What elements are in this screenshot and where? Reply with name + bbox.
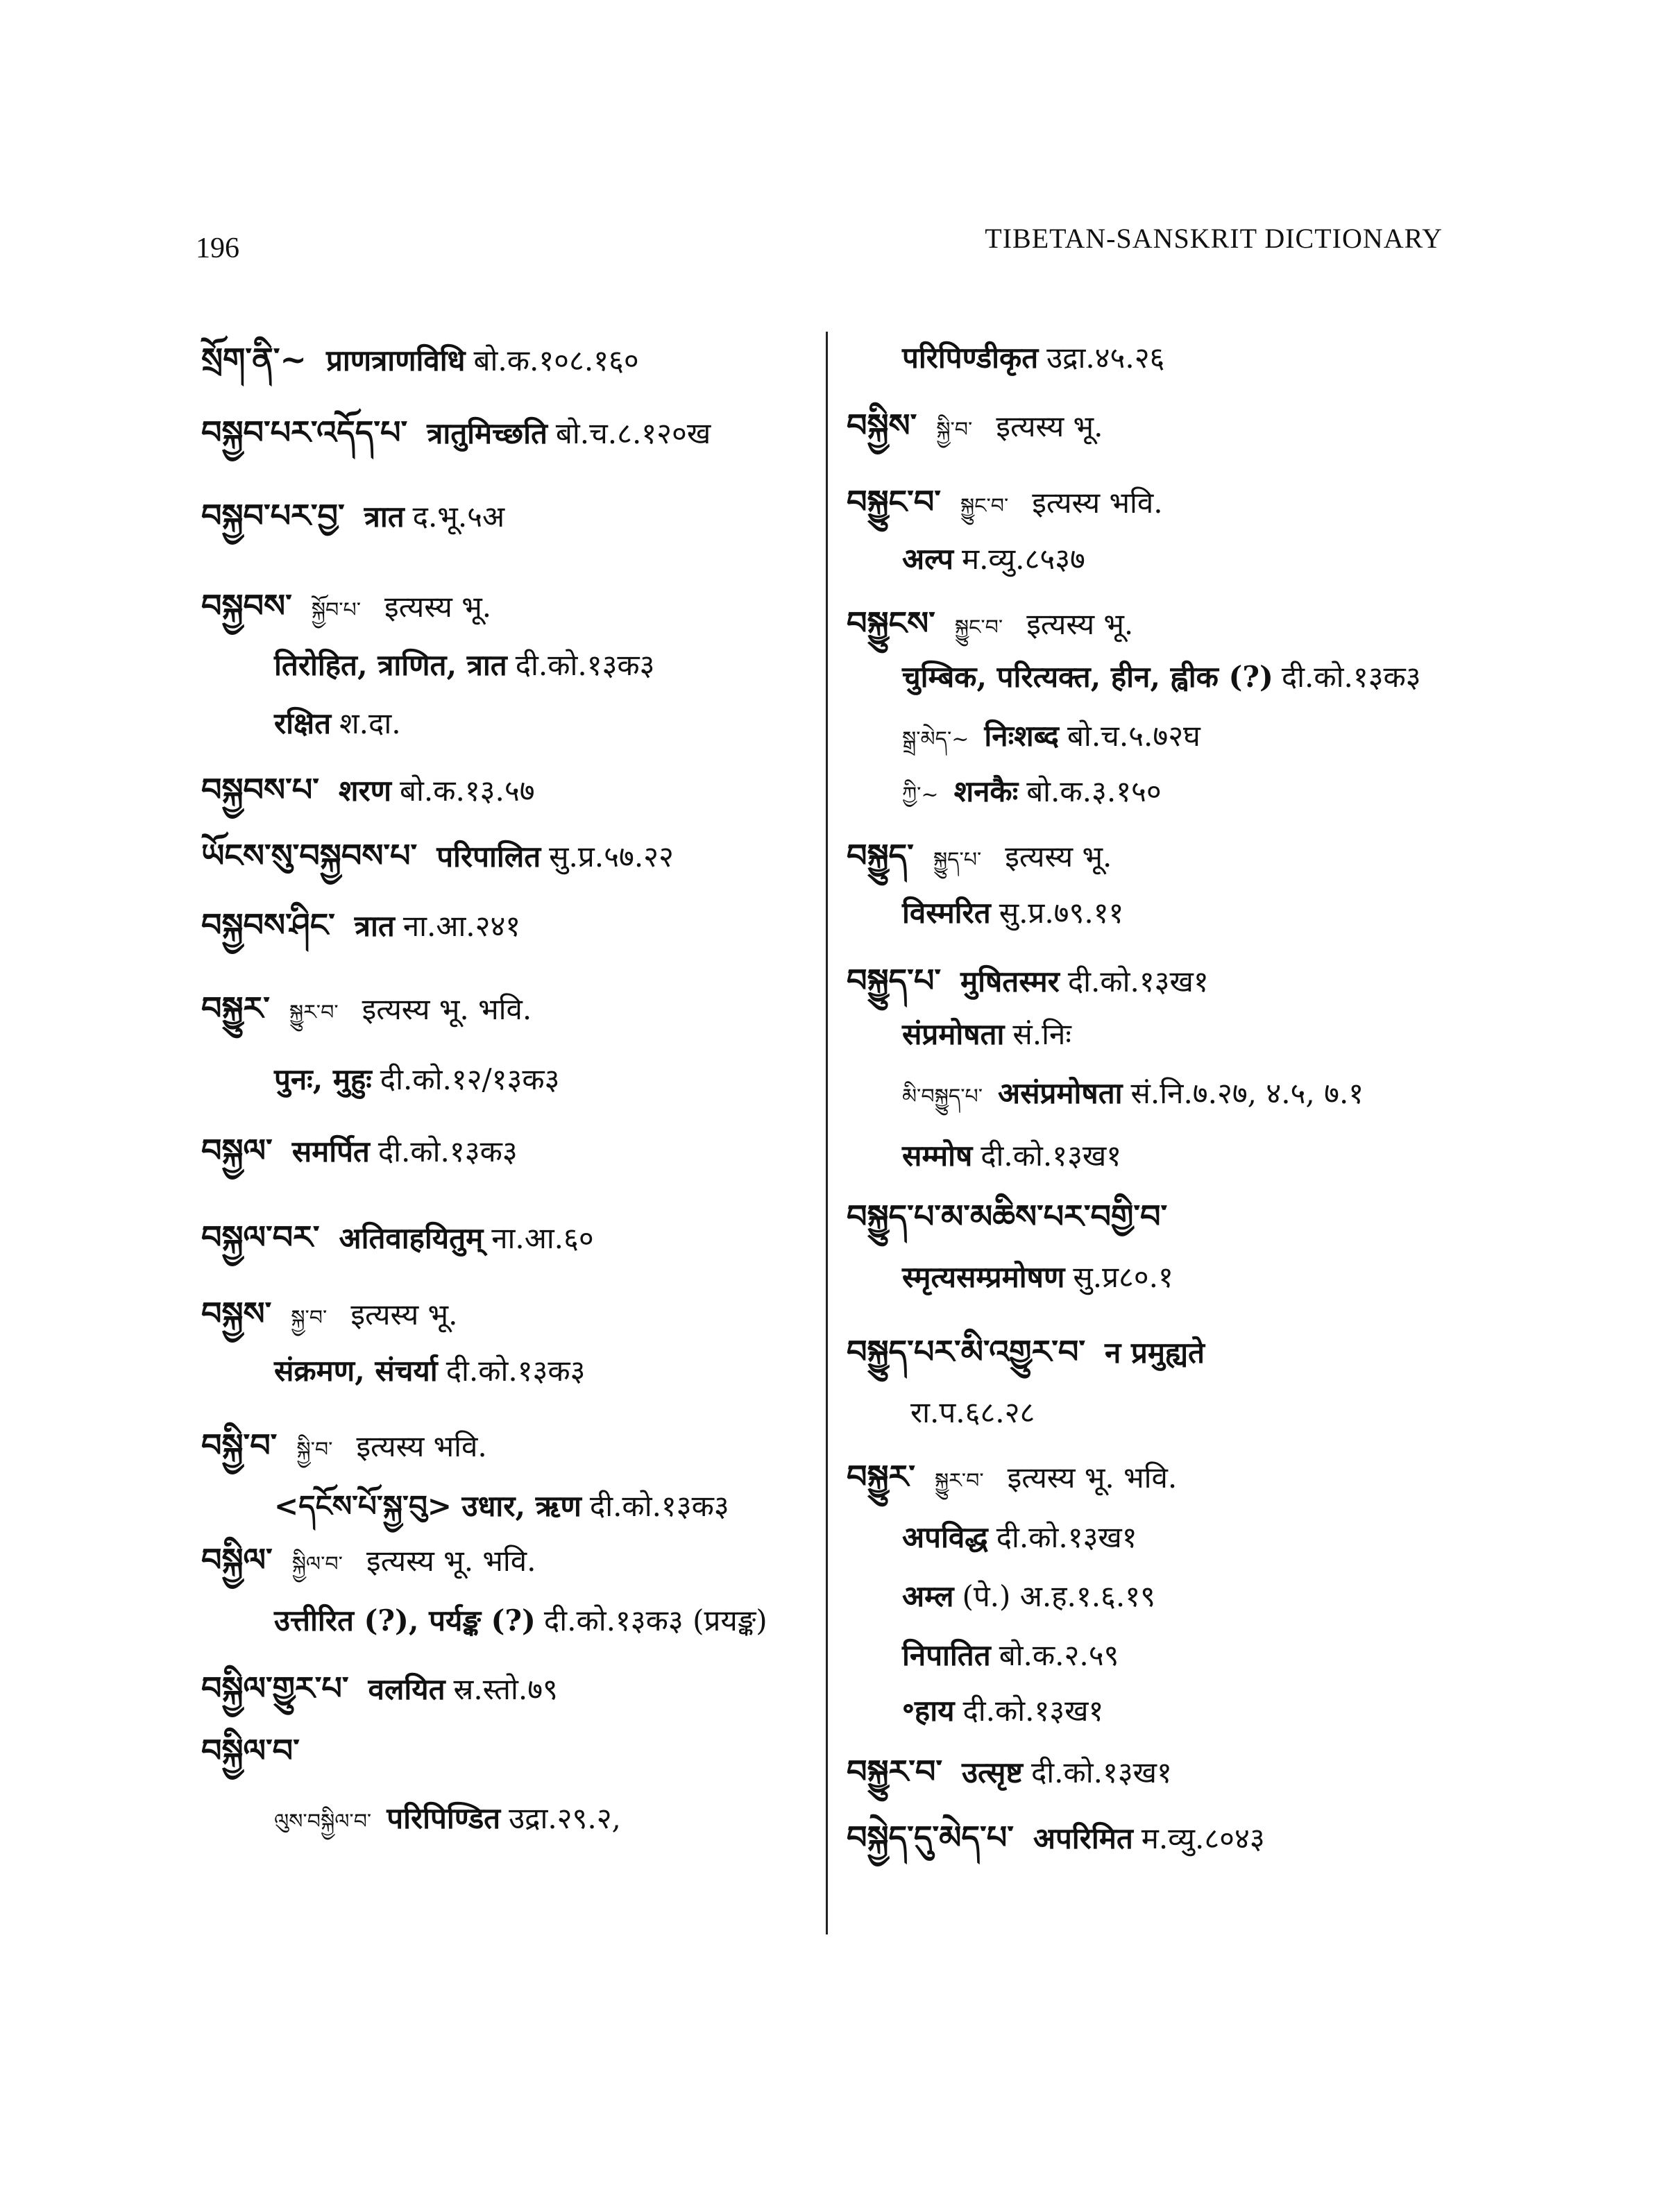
- sub-tibetan: སྐྱོབ་པ་: [311, 598, 362, 622]
- source-reference: बो.क.२.५९: [999, 1638, 1119, 1672]
- right-entry: [847, 837, 1112, 874]
- sub-tibetan: སྐྱིལ་བ་: [291, 1552, 343, 1576]
- right-entry: [902, 1579, 1155, 1613]
- sanskrit-equivalent: अतिवाहयितुम्: [339, 1221, 484, 1255]
- headword: ཡོངས་སུ་བསྐྱབས་པ་: [201, 837, 418, 874]
- sub-tibetan: སྐྱི་བ་: [936, 418, 973, 442]
- headword: བསྐྱུང་བ་: [847, 483, 941, 520]
- sanskrit-equivalent: परिपिण्डित: [387, 1801, 501, 1835]
- sub-tibetan: སྐྱུང་བ་: [954, 615, 1003, 640]
- source-reference: स्र.स्तो.७९: [453, 1672, 558, 1706]
- sanskrit-equivalent: स्मृत्यसम्प्रमोषण: [902, 1260, 1065, 1294]
- sanskrit-equivalent: निपातित: [902, 1638, 991, 1672]
- sanskrit-equivalent: अम्ल: [902, 1579, 954, 1613]
- source-reference: इत्यस्य भवि.: [1032, 486, 1163, 520]
- column-divider: [826, 332, 828, 1934]
- source-reference: इत्यस्य भवि.: [356, 1429, 487, 1463]
- right-entry: [902, 1638, 1119, 1672]
- headword: བསྐྱབས་པ་: [201, 771, 319, 808]
- right-entry: [847, 1753, 1172, 1790]
- right-entry: [847, 1333, 1205, 1370]
- left-entry: [201, 1132, 518, 1169]
- sanskrit-equivalent: पुनः, मुहुः: [274, 1062, 372, 1096]
- source-reference: दी.को.१३ख१: [996, 1520, 1137, 1554]
- right-entry: [902, 719, 1200, 753]
- left-entry: [201, 414, 711, 451]
- right-entry: [902, 660, 1421, 694]
- source-reference: सु.प्र.५७.२२: [549, 840, 674, 874]
- source-reference: दी.को.१३ख१: [981, 1139, 1122, 1173]
- source-reference: दी.को.१३क३: [1281, 660, 1421, 694]
- sanskrit-equivalent: सम्मोष: [902, 1139, 973, 1173]
- left-entry: [201, 341, 639, 378]
- headword: བསྐྱས་: [201, 1295, 272, 1332]
- source-reference: बो.क.१३.५७: [400, 774, 535, 808]
- sanskrit-equivalent: शनकैः: [953, 774, 1019, 808]
- sanskrit-equivalent: उत्सृष्ट: [962, 1755, 1023, 1789]
- left-entry: [201, 1427, 487, 1464]
- sanskrit-equivalent: त्रात: [354, 909, 395, 943]
- source-reference: इत्यस्य भू.: [350, 1298, 458, 1332]
- left-entry: [201, 1218, 594, 1256]
- source-reference: ना.आ.६०: [491, 1221, 594, 1255]
- right-entry: [847, 604, 1134, 642]
- source-reference: दी.को.१३क३: [589, 1489, 729, 1523]
- headword: བསྐྱི་བ་: [201, 1427, 278, 1464]
- sanskrit-equivalent: त्रातुमिच्छति: [427, 416, 548, 450]
- sanskrit-equivalent: वलयित: [368, 1672, 446, 1706]
- left-entry: [201, 1732, 319, 1769]
- sub-tibetan: སྐྱུད་པ་: [933, 848, 982, 872]
- source-reference: इत्यस्य भू.: [1005, 840, 1112, 874]
- sanskrit-equivalent: संक्रमण, संचर्या: [274, 1354, 438, 1388]
- right-entry: [902, 1076, 1364, 1110]
- source-reference: उद्रा.२९.२,: [509, 1801, 621, 1835]
- left-entry: [201, 1295, 458, 1332]
- page-number: 196: [196, 232, 239, 264]
- headword: བསྐྱིལ་གྱུར་པ་: [201, 1669, 349, 1707]
- headword: བསྐྱབས་ཤིང་: [201, 906, 335, 944]
- sanskrit-equivalent: ॰हाय: [902, 1694, 955, 1728]
- source-reference: बो.क.१०८.१६०: [473, 343, 639, 377]
- headword: བསྐྱབས་: [201, 587, 292, 624]
- right-entry: [902, 1017, 1071, 1051]
- right-entry: [902, 343, 1164, 373]
- sanskrit-equivalent: असंप्रमोषता: [998, 1076, 1123, 1110]
- headword: བསྐྱལ་: [201, 1132, 273, 1169]
- right-entry: [847, 407, 1103, 444]
- left-entry: [274, 1489, 729, 1523]
- right-entry: [902, 542, 1085, 576]
- source-reference: सं.नि.७.२७, ४.५, ७.१: [1130, 1076, 1364, 1110]
- headword: བསྐྱུད་: [847, 837, 914, 874]
- sanskrit-equivalent: शरण: [338, 774, 391, 808]
- right-entry: [847, 1458, 1178, 1495]
- left-entry: [201, 1541, 536, 1579]
- source-reference: दी.को.१३क३: [377, 1134, 518, 1168]
- sub-tibetan: སྐྱི་བ་: [296, 1438, 333, 1462]
- headword: བསྐྱུར་: [201, 989, 270, 1027]
- source-reference: दी.को.१३ख१: [1067, 964, 1209, 998]
- source-reference: बो.च.५.७२घ: [1067, 719, 1200, 753]
- source-reference: इत्यस्य भू.: [996, 409, 1103, 443]
- running-head: TIBETAN-SANSKRIT DICTIONARY: [985, 223, 1443, 254]
- headword: བསྐྱེད་དུ་མེད་པ་: [847, 1819, 1014, 1856]
- source-reference: म.व्यु.८५३७: [961, 542, 1085, 576]
- right-entry: [902, 896, 1124, 930]
- left-entry: [274, 648, 655, 682]
- sanskrit-equivalent: चुम्बिक, परित्यक्त, हीन, ह्वीक (?): [902, 660, 1273, 694]
- sub-tibetan: སྐྱུར་བ་: [289, 1001, 339, 1025]
- source-reference: द.भू.५अ: [412, 500, 505, 534]
- right-entry: [902, 1141, 1121, 1171]
- sub-tibetan: སྒྲ་མེད་~: [902, 727, 969, 751]
- sub-tibetan: སྐྱུང་བ་: [960, 494, 1009, 518]
- headword: བསྐྱིས་: [847, 407, 917, 444]
- source-reference: दी.को.१३ख१: [1030, 1755, 1172, 1789]
- source-reference: म.व्यु.८०४३: [1141, 1821, 1265, 1855]
- sub-tibetan: ལུས་བསྐྱིལ་བ་: [274, 1810, 372, 1834]
- sanskrit-equivalent: न प्रमुह्यते: [1105, 1336, 1205, 1370]
- sanskrit-equivalent: परिपिण्डीकृत: [902, 341, 1039, 375]
- source-reference: इत्यस्य भू. भवि.: [1007, 1461, 1178, 1495]
- sub-tibetan: སྐྱ་བ་: [291, 1306, 328, 1330]
- source-reference: बो.क.३.१५०: [1026, 774, 1162, 808]
- source-reference: इत्यस्य भू. भवि.: [366, 1544, 536, 1578]
- sanskrit-equivalent: विस्मरित: [902, 896, 991, 930]
- sanskrit-equivalent: अपरिमित: [1033, 1821, 1133, 1855]
- source-reference: रा.प.६८.२८: [910, 1395, 1035, 1429]
- headword: བསྐྱིལ་བ་: [201, 1732, 300, 1769]
- source-reference: सु.प्र८०.१: [1073, 1260, 1173, 1294]
- headword: བསྐྱལ་བར་: [201, 1218, 320, 1256]
- headword: བསྐྱུངས་: [847, 604, 935, 642]
- sanskrit-equivalent: संप्रमोषता: [902, 1017, 1005, 1051]
- headword: བསྐྱུད་པ་མ་མཆིས་པར་བགྱི་བ་: [847, 1198, 1168, 1235]
- right-entry: [847, 1198, 1187, 1235]
- right-entry: [902, 1395, 1035, 1429]
- sanskrit-equivalent: परिपालित: [436, 840, 541, 874]
- source-reference: श.दा.: [339, 706, 401, 740]
- headword: བསྐྱུད་པར་མི་འགྱུར་བ་: [847, 1333, 1086, 1370]
- source-reference: (पे.) अ.ह.१.६.१९: [962, 1579, 1155, 1613]
- source-reference: दी.को.१३क३: [515, 648, 655, 682]
- left-entry: [274, 1356, 585, 1386]
- sanskrit-equivalent: उत्तीरित (?), पर्यङ्क (?): [274, 1603, 536, 1637]
- right-entry: [847, 1819, 1265, 1856]
- headword: སྲོག་ནི་~: [201, 341, 307, 378]
- source-reference: उद्रा.४५.२६: [1046, 341, 1165, 375]
- source-reference: इत्यस्य भू.: [384, 590, 492, 624]
- source-reference: ना.आ.२४१: [402, 909, 521, 943]
- left-entry: [274, 1801, 621, 1835]
- right-entry: [902, 1260, 1173, 1294]
- right-entry: [847, 962, 1209, 999]
- left-entry: [201, 1669, 558, 1707]
- right-entry: [902, 1696, 1103, 1726]
- sanskrit-equivalent: अपविद्ध: [902, 1520, 988, 1554]
- sub-tibetan: ཀྱི་~: [902, 783, 939, 807]
- left-entry: [201, 771, 535, 808]
- source-reference: सु.प्र.७९.११: [999, 896, 1124, 930]
- left-entry: [201, 837, 674, 874]
- headword: བསྐྱུད་པ་: [847, 962, 941, 999]
- sanskrit-equivalent: निःशब्द: [984, 719, 1059, 753]
- left-entry: [274, 1062, 560, 1096]
- source-reference: इत्यस्य भू.: [1026, 607, 1134, 641]
- source-reference: दी.को.१२/१३क३: [380, 1062, 560, 1096]
- source-reference: इत्यस्य भू. भवि.: [362, 992, 532, 1026]
- sanskrit-equivalent: समर्पित: [291, 1134, 370, 1168]
- left-entry: [201, 497, 505, 534]
- left-entry: [201, 989, 532, 1027]
- right-entry: [902, 774, 1162, 808]
- sanskrit-equivalent: <དངོས་པོ་སྐྱ་བུ> उधार, ऋण: [274, 1489, 582, 1523]
- headword: བསྐྱབ་པར་འདོད་པ་: [201, 414, 408, 451]
- source-reference: सं.निः: [1012, 1017, 1071, 1051]
- left-entry: [274, 706, 401, 740]
- sub-tibetan: མི་བསྐྱུད་པ་: [902, 1084, 983, 1109]
- sanskrit-equivalent: त्रात: [364, 500, 405, 534]
- left-entry: [201, 906, 521, 944]
- source-reference: दी.को.१३क३: [446, 1354, 586, 1388]
- left-entry: [274, 1603, 767, 1637]
- source-reference: बो.च.८.१२०ख: [555, 416, 711, 450]
- sanskrit-equivalent: रक्षित: [274, 706, 332, 740]
- sub-tibetan: སྐྱུར་བ་: [934, 1469, 984, 1493]
- sanskrit-equivalent: मुषितस्मर: [960, 964, 1060, 998]
- headword: བསྐྱུར་བ་: [847, 1753, 943, 1790]
- left-entry: [201, 587, 492, 624]
- sanskrit-equivalent: प्राणत्राणविधि: [325, 343, 466, 377]
- source-reference: दी.को.१३ख१: [962, 1694, 1104, 1728]
- sanskrit-equivalent: तिरोहित, त्राणित, त्रात: [274, 648, 507, 682]
- right-entry: [902, 1520, 1137, 1554]
- headword: བསྐྱིལ་: [201, 1541, 273, 1579]
- right-entry: [847, 483, 1163, 520]
- sanskrit-equivalent: अल्प: [902, 542, 953, 576]
- source-reference: दी.को.१३क३ (प्रयङ्क): [543, 1603, 767, 1637]
- headword: བསྐྱུར་: [847, 1458, 915, 1495]
- headword: བསྐྱབ་པར་བྱ་: [201, 497, 345, 534]
